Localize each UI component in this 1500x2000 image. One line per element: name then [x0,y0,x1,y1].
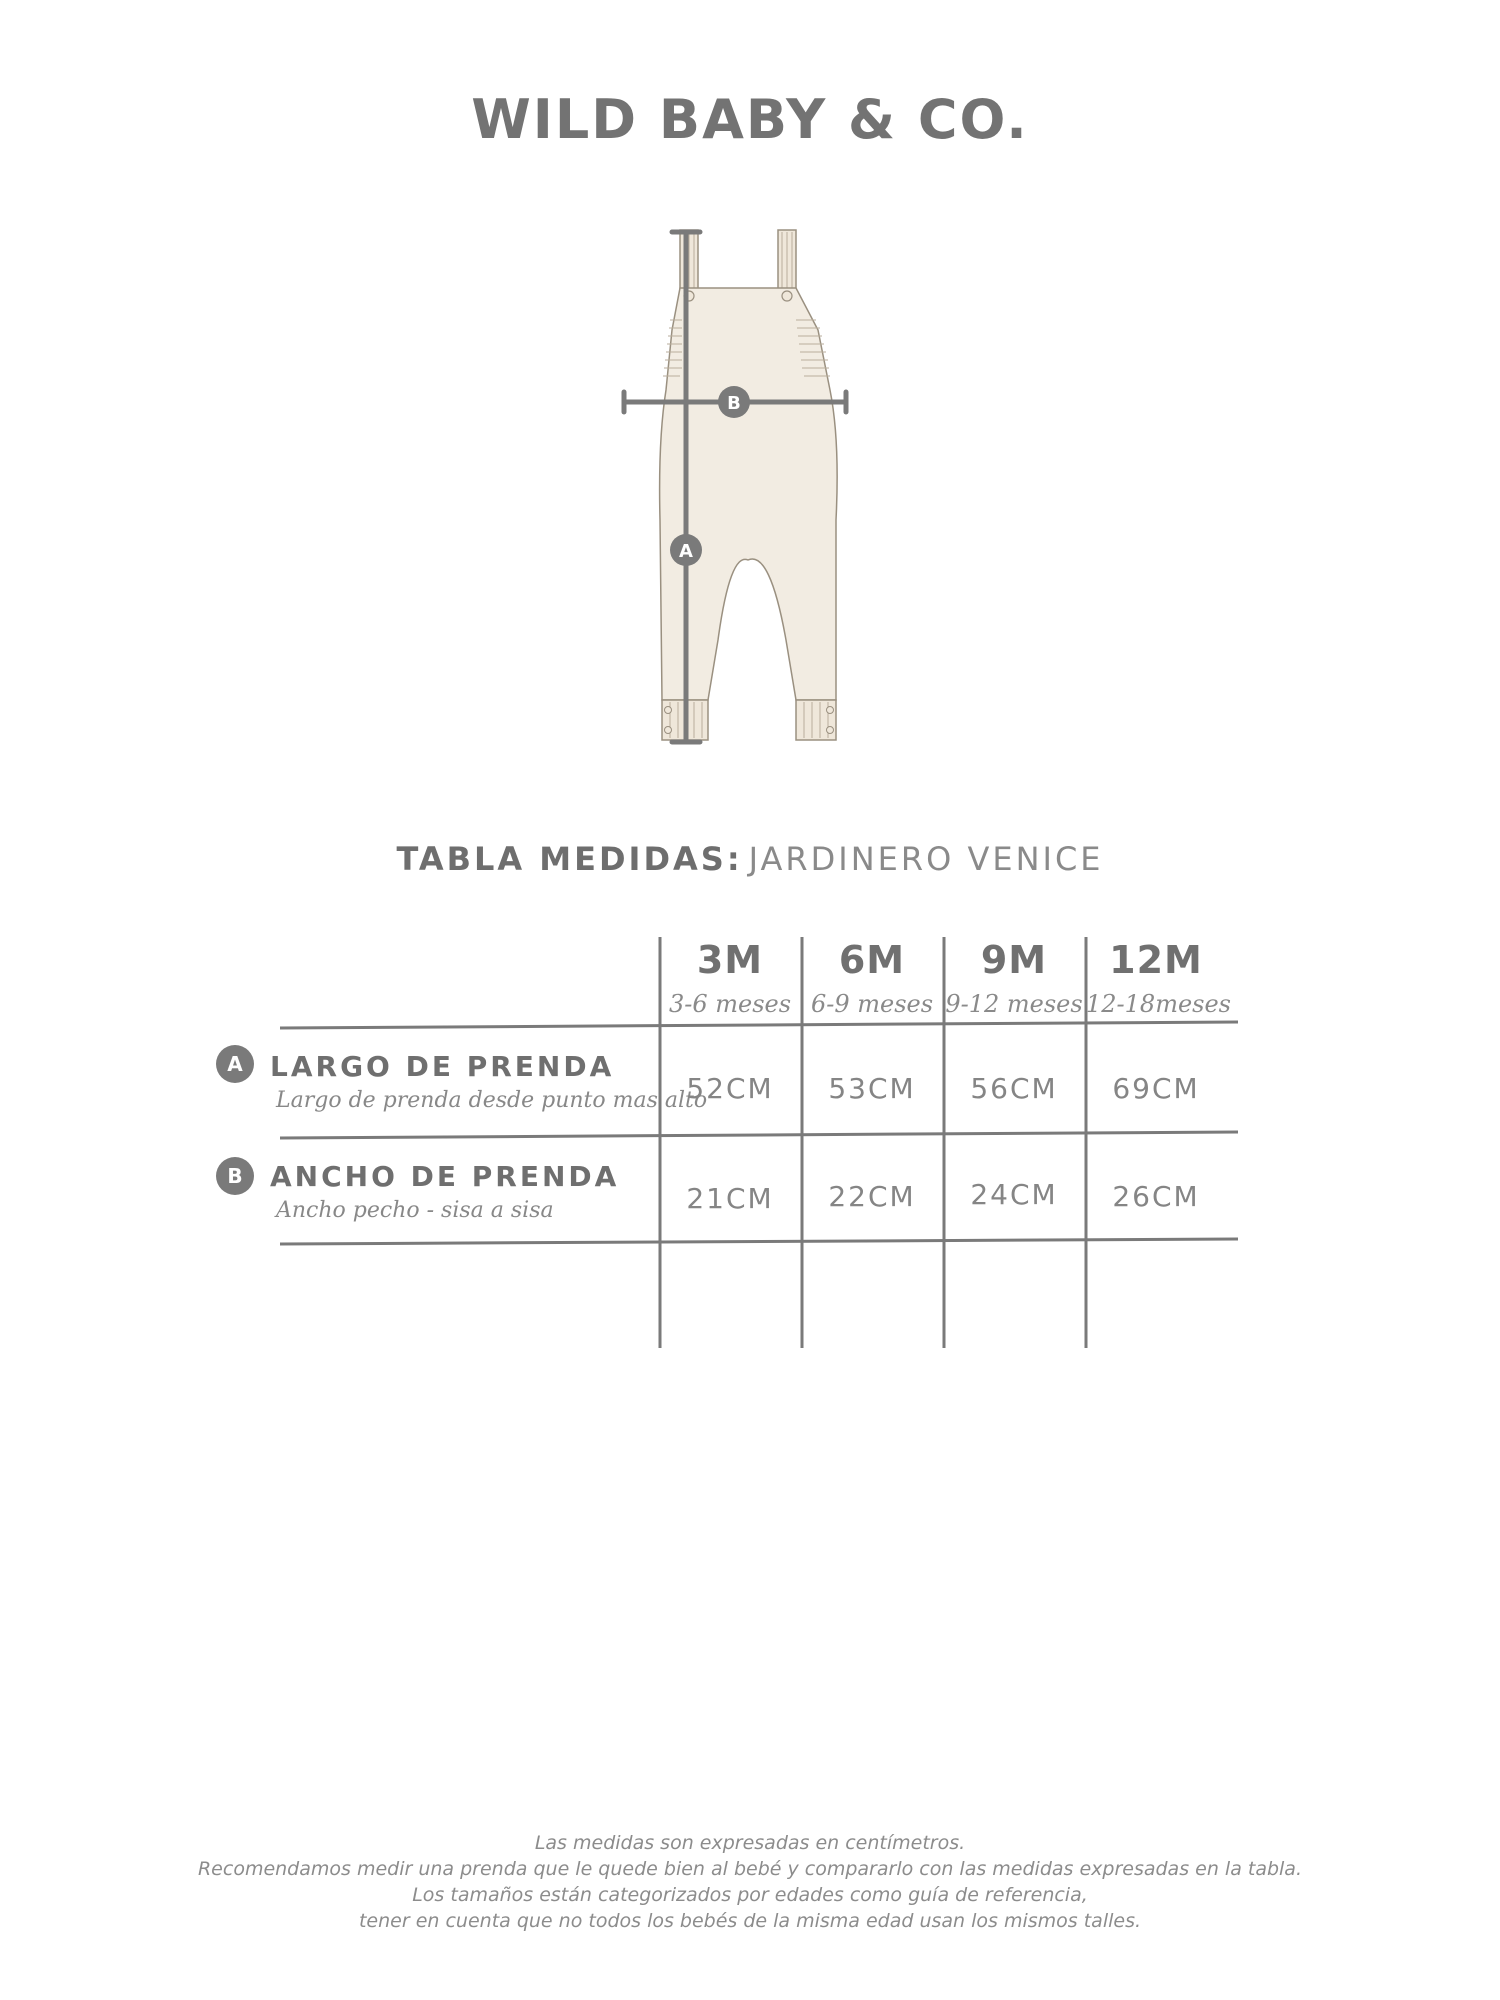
size-range: 9-12 meses [945,990,1083,1018]
grid-hline-3 [280,1239,1238,1244]
size-label: 3M [696,938,764,982]
footer-line: Los tamaños están categorizados por edades como guía de referencia, [412,1884,1088,1906]
table-title-product: JARDINERO VENICE [748,840,1104,878]
cell-largo-6m: 53CM [828,1072,916,1105]
overall-garment-diagram [600,220,880,760]
row-badge-a: A [216,1045,254,1083]
cell-ancho-6m: 22CM [828,1180,916,1213]
marker-b-label: B [727,393,741,414]
footer-line: Recomendamos medir una prenda que le quede bien al bebé y compararlo con las medidas expresadas en la tabla. [197,1858,1302,1880]
cell-ancho-9m: 24CM [970,1178,1058,1211]
marker-a-label: A [679,541,693,562]
table-title-strong: TABLA MEDIDAS: [396,840,743,878]
size-range: 6-9 meses [810,990,934,1018]
cell-largo-3m: 52CM [686,1072,774,1105]
cell-ancho-12m: 26CM [1112,1180,1200,1213]
size-label: 9M [980,938,1048,982]
size-label: 12M [1109,938,1203,982]
size-range: 3-6 meses [668,990,792,1018]
cell-largo-9m: 56CM [970,1072,1058,1105]
footer-line: Las medidas son expresadas en centímetros. [534,1832,966,1854]
size-column-3m [660,938,800,1018]
button-right [782,291,792,301]
row-badge-b: B [216,1157,254,1195]
row-title-largo: LARGO DE PRENDA [270,1050,615,1083]
size-range: 12-18meses [1086,990,1231,1018]
size-column-12m [1086,938,1231,1018]
footer-notes [0,1830,1500,1934]
grid-hline-2 [280,1132,1238,1138]
row-desc-largo: Largo de prenda desde punto mas alto [276,1088,708,1113]
size-table-title [0,840,1500,878]
brand-title: WILD BABY & CO. [471,88,1029,151]
cell-largo-12m: 69CM [1112,1072,1200,1105]
footer-line: tener en cuenta que no todos los bebés de la misma edad usan los mismos talles. [358,1910,1142,1932]
grid-hline-1 [280,1022,1238,1028]
cell-ancho-3m: 21CM [686,1182,774,1215]
row-title-ancho: ANCHO DE PRENDA [270,1160,620,1193]
size-label: 6M [838,938,906,982]
row-desc-ancho: Ancho pecho - sisa a sisa [276,1198,554,1223]
size-column-6m [802,938,942,1018]
size-column-9m [944,938,1084,1018]
